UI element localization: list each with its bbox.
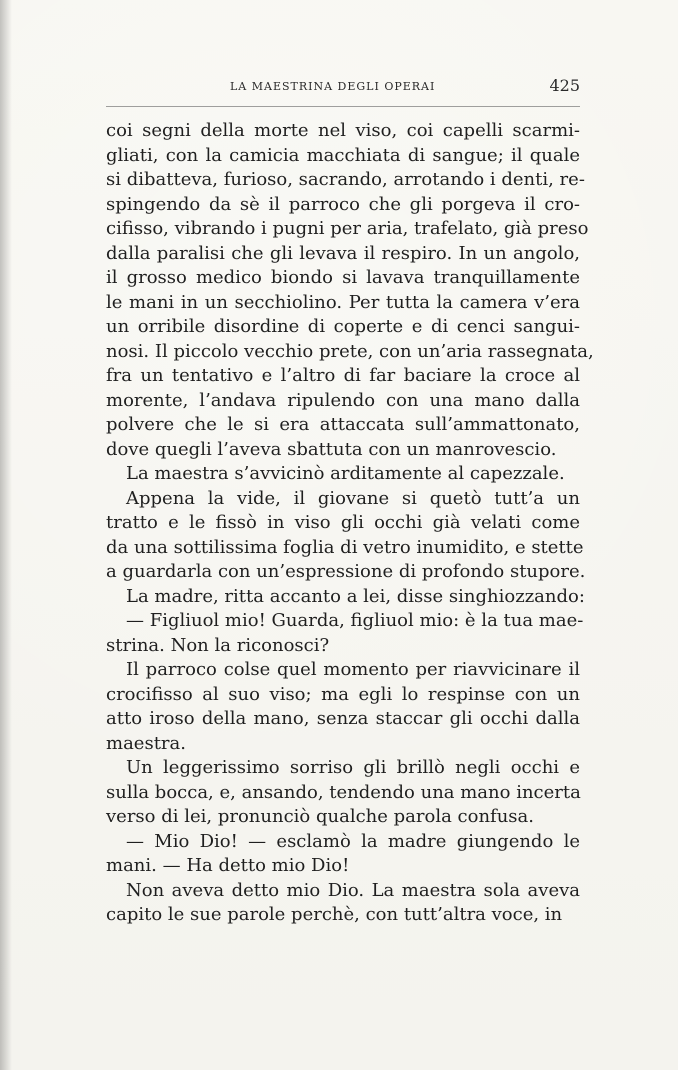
text-line: verso di lei, pronunciò qualche parola confusa. [106,806,534,827]
text-line: nosi. Il piccolo vecchio prete, con un’aria rassegnata, [106,340,594,362]
text-line: cifisso, vibrando i pugni per aria, trafelato, già preso [106,218,589,239]
text-line: polvere che le si era attaccata sull’ammattonato, [106,414,580,435]
text-line: crocifisso al suo viso; ma egli lo respinse con un [106,683,580,705]
text-line: mani. — Ha detto mio Dio! [106,855,350,876]
page-binding-shadow [0,0,12,1070]
text-line: maestra. [106,732,186,754]
text-line: atto iroso della mano, senza staccar gli occhi dalla [106,708,580,729]
text-line: spingendo da sè il parroco che gli porgeva il cro- [106,193,580,215]
text-line: dove quegli l’aveva sbattuta con un manrovescio. [106,438,557,460]
text-line: morente, l’andava ripulendo con una mano dalla [106,389,580,411]
text-line: La madre, ritta accanto a lei, disse singhiozzando: [126,585,585,607]
text-line: gliati, con la camicia macchiata di sangue; il quale [106,144,580,166]
text-line: un orribile disordine di coperte e di cenci sangui- [106,316,580,337]
text-line: — Mio Dio! — esclamò la madre giungendo le [126,830,580,852]
text-line: coi segni della morte nel viso, coi capelli scarmi- [106,120,580,141]
text-line: La maestra s’avvicinò arditamente al capezzale. [126,463,565,484]
text-line: Un leggerissimo sorriso gli brillò negli occhi e [126,757,580,778]
text-line: — Figliuol mio! Guarda, figliuol mio: è la tua mae- [126,610,584,631]
text-line: strina. Non la riconosci? [106,634,330,656]
text-line: fra un tentativo e l’altro di far baciare la croce al [106,365,580,386]
text-line: Non aveva detto mio Dio. La maestra sola aveva [126,879,580,901]
text-line: il grosso medico biondo si lavava tranquillamente [106,267,580,288]
body-text [106,119,594,928]
text-line: Il parroco colse quel momento per riavvicinare il [126,659,580,680]
text-line: Appena la vide, il giovane si quetò tutt’a un [126,487,580,509]
running-title: LA MAESTRINA DEGLI OPERAI [230,80,436,93]
text-line: le mani in un secchiolino. Per tutta la camera v’era [106,291,580,313]
header-rule [106,106,580,107]
text-line: a guardarla con un’espressione di profondo stupore. [106,561,586,582]
text-line: sulla bocca, e, ansando, tendendo una mano incerta [106,781,581,803]
page-number: 425 [549,76,580,95]
page-header [106,72,580,102]
text-line: si dibatteva, furioso, sacrando, arrotando i denti, re- [106,169,585,190]
text-line: capito le sue parole perchè, con tutt’altra voce, in [106,904,563,925]
text-line: da una sottilissima foglia di vetro inumidito, e stette [106,536,584,558]
text-line: dalla paralisi che gli levava il respiro. In un angolo, [106,242,580,264]
text-line: tratto e le fissò in viso gli occhi già velati come [106,512,580,533]
